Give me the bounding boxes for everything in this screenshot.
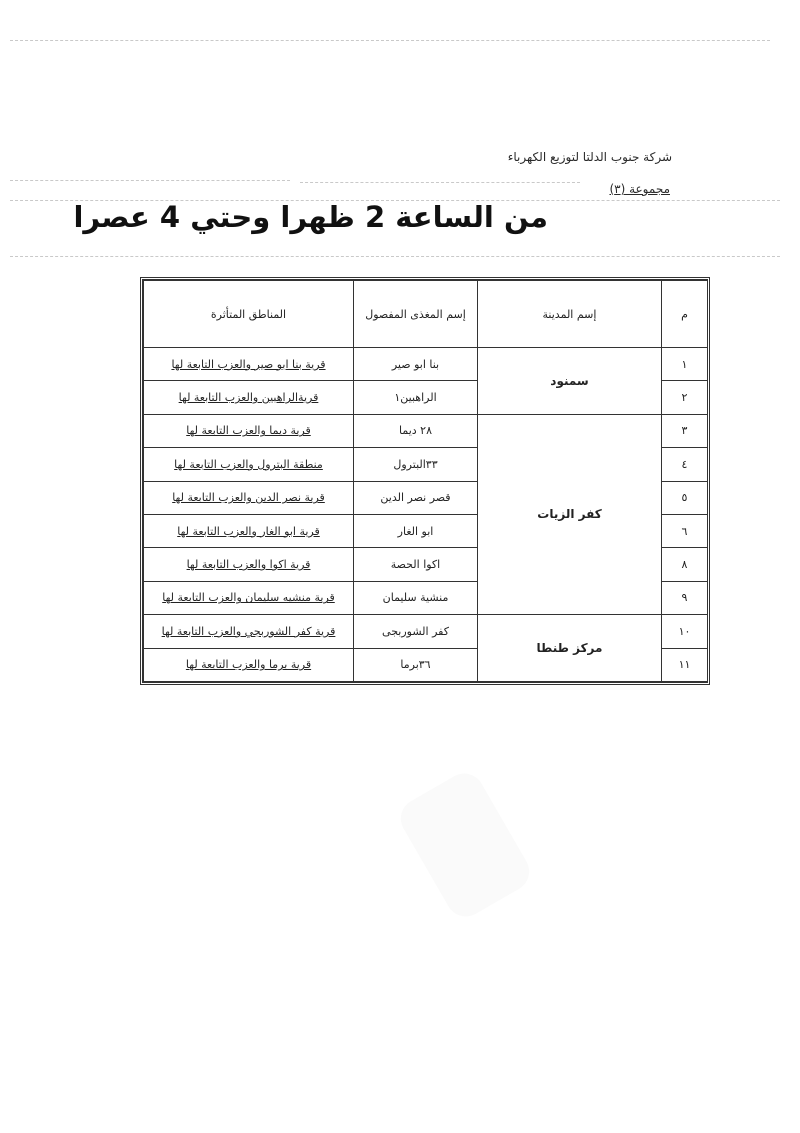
feeder-cell: ٣٦برما bbox=[354, 648, 478, 681]
group-label: مجموعة (٣) bbox=[609, 182, 670, 196]
row-num: ٢ bbox=[662, 381, 708, 414]
scan-divider-upper-right bbox=[300, 182, 580, 183]
area-cell: قرية بنا ابو صير والعزب التابعة لها bbox=[144, 348, 354, 381]
row-num: ١١ bbox=[662, 648, 708, 681]
row-num: ٤ bbox=[662, 448, 708, 481]
city-cell: مركز طنطا bbox=[478, 615, 662, 682]
feeder-cell: كفر الشوربجى bbox=[354, 615, 478, 648]
row-num: ٨ bbox=[662, 548, 708, 581]
header-feeder: إسم المغذى المفصول bbox=[354, 281, 478, 348]
feeder-cell: بنا ابو صير bbox=[354, 348, 478, 381]
area-cell: منطقة البترول والعزب التابعة لها bbox=[144, 448, 354, 481]
area-cell: قرية منشيه سليمان والعزب التابعة لها bbox=[144, 581, 354, 614]
feeder-cell: منشية سليمان bbox=[354, 581, 478, 614]
area-cell: قرية ابو الغار والعزب التابعة لها bbox=[144, 514, 354, 547]
feeder-cell: اكوا الحصة bbox=[354, 548, 478, 581]
company-name: شركة جنوب الدلتا لتوزيع الكهرباء bbox=[507, 150, 672, 164]
outage-table bbox=[143, 280, 708, 682]
feeder-cell: ابو الغار bbox=[354, 514, 478, 547]
area-cell: قرية برما والعزب التابعة لها bbox=[144, 648, 354, 681]
header-num: م bbox=[662, 281, 708, 348]
feeder-cell: ٢٨ ديما bbox=[354, 414, 478, 447]
area-cell: قريةالراهبين والعزب التابعة لها bbox=[144, 381, 354, 414]
table-row bbox=[144, 615, 708, 648]
outage-table-frame bbox=[140, 277, 710, 685]
city-cell: كفر الزيات bbox=[478, 414, 662, 614]
scan-smudge bbox=[394, 766, 537, 924]
row-num: ١ bbox=[662, 348, 708, 381]
area-cell: قرية ديما والعزب التابعة لها bbox=[144, 414, 354, 447]
header-areas: المناطق المتأثرة bbox=[144, 281, 354, 348]
feeder-cell: ٣٣البترول bbox=[354, 448, 478, 481]
table-row bbox=[144, 414, 708, 447]
header-city: إسم المدينة bbox=[478, 281, 662, 348]
row-num: ٩ bbox=[662, 581, 708, 614]
table-header-row bbox=[144, 281, 708, 348]
area-cell: قرية كفر الشوربجي والعزب التابعة لها bbox=[144, 615, 354, 648]
table-row bbox=[144, 348, 708, 381]
area-cell: قرية نصر الدين والعزب التابعة لها bbox=[144, 481, 354, 514]
scan-divider-lower bbox=[10, 256, 780, 257]
feeder-cell: قصر نصر الدين bbox=[354, 481, 478, 514]
area-cell: قرية اكوا والعزب التابعة لها bbox=[144, 548, 354, 581]
page-title: من الساعة 2 ظهرا وحتي 4 عصرا bbox=[73, 200, 548, 234]
row-num: ٥ bbox=[662, 481, 708, 514]
scan-divider-top bbox=[10, 40, 770, 41]
row-num: ٣ bbox=[662, 414, 708, 447]
feeder-cell: الراهبين١ bbox=[354, 381, 478, 414]
row-num: ٦ bbox=[662, 514, 708, 547]
city-cell: سمنود bbox=[478, 348, 662, 415]
row-num: ١٠ bbox=[662, 615, 708, 648]
scan-divider-upper bbox=[10, 180, 290, 181]
